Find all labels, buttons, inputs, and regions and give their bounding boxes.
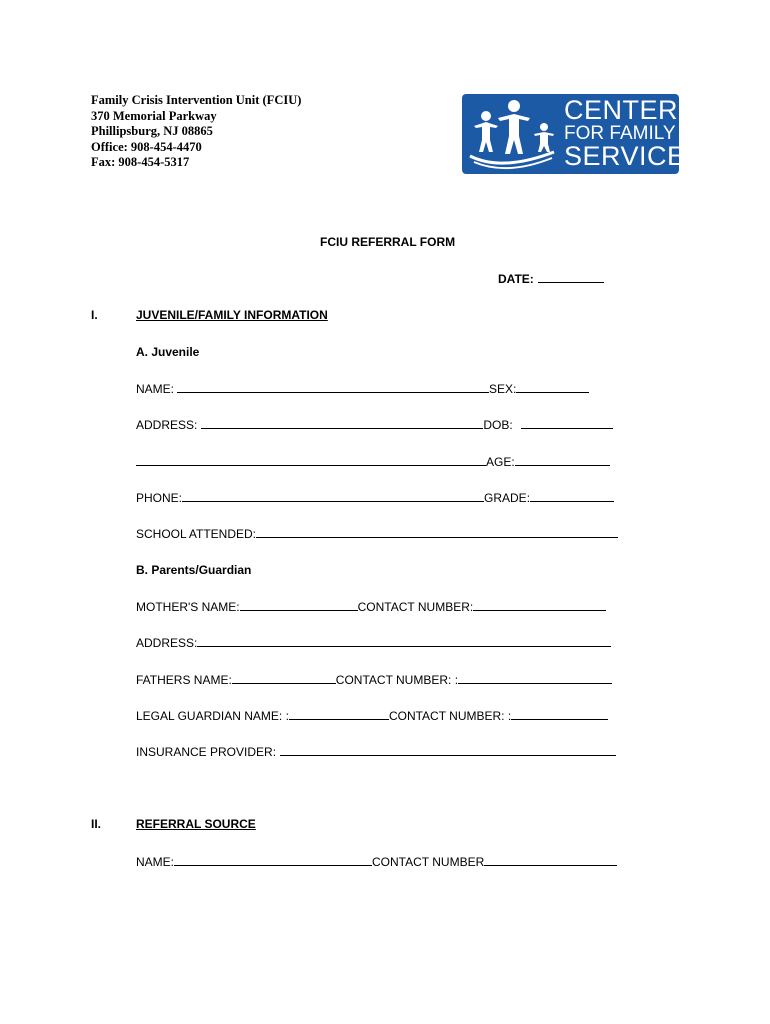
guardian-contact-label: CONTACT NUMBER: : [388, 709, 512, 723]
referral-name-blank[interactable] [174, 854, 372, 866]
mother-contact-label: CONTACT NUMBER: [357, 600, 474, 614]
phone-label: PHONE: [136, 491, 183, 505]
guardian-contact-blank[interactable] [511, 708, 608, 720]
guardian-row [136, 708, 608, 723]
mother-row [136, 599, 606, 614]
father-contact-blank[interactable] [458, 672, 612, 684]
letterhead-office: Office: 908-454-4470 [91, 139, 202, 154]
date-label: DATE: [498, 272, 534, 286]
grade-label: GRADE: [484, 491, 531, 505]
form-title: FCIU REFERRAL FORM [320, 235, 456, 249]
letterhead-fax: Fax: 908-454-5317 [91, 155, 190, 169]
juvenile-name-blank[interactable] [177, 381, 489, 393]
father-row [136, 672, 612, 687]
family-figures-icon [462, 94, 562, 174]
referral-name-label: NAME: [136, 855, 175, 869]
address-continuation-blank[interactable] [136, 454, 486, 466]
date-blank[interactable] [538, 271, 604, 283]
insurance-label: INSURANCE PROVIDER: [136, 745, 277, 759]
letterhead-city: Phillipsburg, NJ 08865 [91, 124, 213, 138]
logo-line-for-family: FOR FAMILY [564, 123, 676, 144]
grade-blank[interactable] [530, 490, 614, 502]
address-label: ADDRESS: [136, 418, 198, 432]
logo-line-center: CENTER [564, 95, 679, 125]
juvenile-subheading: A. Juvenile [136, 345, 200, 359]
parent-address-row [136, 635, 611, 650]
letterhead-street: 370 Memorial Parkway [91, 108, 217, 123]
juvenile-address-row [136, 417, 613, 432]
letterhead-address [91, 93, 301, 171]
mother-contact-blank[interactable] [473, 599, 606, 611]
age-label: AGE: [486, 455, 515, 469]
name-label: NAME: [136, 382, 175, 396]
juvenile-name-row [136, 381, 589, 396]
father-name-blank[interactable] [232, 672, 336, 684]
school-label: SCHOOL ATTENDED: [136, 527, 257, 541]
section-two-numeral: II. [91, 817, 102, 831]
letterhead-org: Family Crisis Intervention Unit (FCIU) [91, 93, 302, 107]
mother-name-blank[interactable] [240, 599, 358, 611]
guardian-name-blank[interactable] [289, 708, 389, 720]
sex-label: SEX: [489, 382, 517, 396]
referral-contact-blank[interactable] [484, 854, 617, 866]
juvenile-phone-row [136, 490, 614, 505]
section-two-heading: REFERRAL SOURCE [136, 817, 256, 831]
date-field[interactable] [498, 271, 604, 286]
section-one-numeral: I. [91, 308, 98, 322]
parent-address-blank[interactable] [197, 635, 611, 647]
guardian-name-label: LEGAL GUARDIAN NAME: : [136, 709, 289, 723]
juvenile-age-row [136, 454, 610, 469]
school-blank[interactable] [256, 526, 618, 538]
logo-text [564, 97, 704, 170]
juvenile-address-blank[interactable] [201, 417, 483, 429]
parent-address-label: ADDRESS: [136, 636, 198, 650]
school-row [136, 526, 618, 541]
dob-blank[interactable] [521, 417, 613, 429]
logo-line-services: SERVICES [564, 141, 705, 171]
father-name-label: FATHERS NAME: [136, 673, 232, 687]
phone-blank[interactable] [182, 490, 484, 502]
insurance-blank[interactable] [280, 744, 616, 756]
section-one-heading: JUVENILE/FAMILY INFORMATION [136, 308, 328, 322]
insurance-row [136, 744, 616, 759]
father-contact-label: CONTACT NUMBER: : [335, 673, 459, 687]
referral-source-row [136, 854, 617, 869]
sex-blank[interactable] [516, 381, 589, 393]
mother-name-label: MOTHER'S NAME: [136, 600, 240, 614]
dob-label: DOB: [483, 418, 513, 432]
referral-contact-label: CONTACT NUMBER [372, 855, 485, 869]
parents-subheading: B. Parents/Guardian [136, 563, 252, 577]
center-for-family-services-logo [462, 94, 705, 174]
age-blank[interactable] [515, 454, 610, 466]
